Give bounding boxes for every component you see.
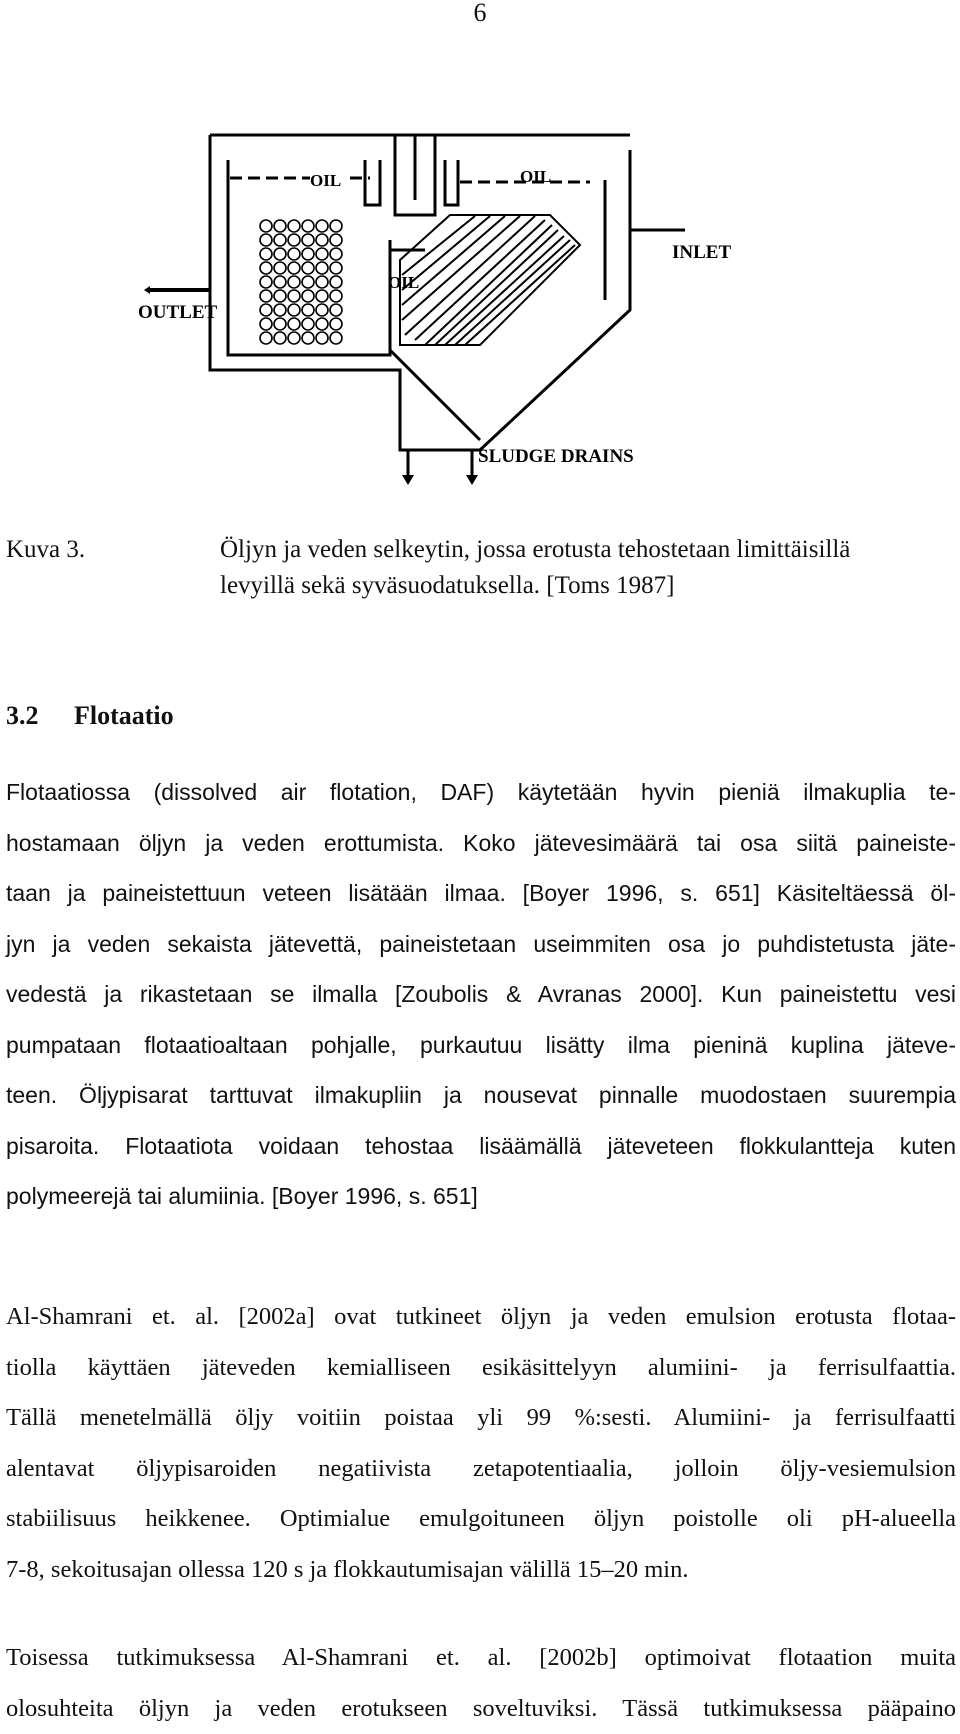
oil-skimmer-left bbox=[365, 160, 380, 205]
text-line: pisaroita. Flotaatiota voidaan tehostaa lisäämällä jäteveteen flokkulantteja kuten bbox=[6, 1121, 956, 1172]
text-line: 7-8, sekoitusajan ollessa 120 s ja flokkautumisajan välillä 15–20 min. bbox=[6, 1545, 956, 1596]
text-line: stabiilisuus heikkenee. Optimialue emulgoituneen öljyn poistolle oli pH-alueella bbox=[6, 1494, 956, 1545]
separator-diagram bbox=[150, 140, 720, 520]
page-number: 6 bbox=[0, 0, 960, 26]
paragraph-flotation bbox=[6, 767, 956, 1222]
paragraph-al-shamrani-2002b bbox=[6, 1633, 956, 1734]
text-line: vedestä ja rikastetaan se ilmalla [Zoubolis & Avranas 2000]. Kun paineistettu vesi bbox=[6, 969, 956, 1020]
text-line: taan ja paineistettuun veteen lisätään ilmaa. [Boyer 1996, s. 651] Käsiteltäessä öl- bbox=[6, 868, 956, 919]
text-line: alentavat öljypisaroiden negatiivista zetapotentiaalia, jolloin öljy-vesiemulsion bbox=[6, 1444, 956, 1495]
text-line: Tällä menetelmällä öljy voitiin poistaa yli 99 %:sesti. Alumiini- ja ferrisulfaatti bbox=[6, 1393, 956, 1444]
text-line: Flotaatiossa (dissolved air flotation, DAF) käytetään hyvin pieniä ilmakuplia te- bbox=[6, 767, 956, 818]
text-line: olosuhteita öljyn ja veden erotukseen soveltuviksi. Tässä tutkimuksessa pääpaino bbox=[6, 1684, 956, 1734]
label-oil-left: OIL bbox=[310, 171, 341, 190]
oil-skimmer-right bbox=[445, 160, 458, 205]
section-number: 3.2 bbox=[6, 700, 74, 732]
caption-text bbox=[220, 532, 960, 604]
text-line: teen. Öljypisarat tarttuvat ilmakupliin ja nousevat pinnalle muodostaen suurempia bbox=[6, 1070, 956, 1121]
caption-line: levyillä sekä syväsuodatuksella. [Toms 1987] bbox=[220, 568, 960, 604]
tank-outline bbox=[210, 135, 630, 450]
plate-pack bbox=[400, 215, 580, 345]
hopper-left bbox=[390, 270, 480, 440]
text-line: pumpataan flotaatioaltaan pohjalle, purkautuu lisätty ilma pieninä kuplina jäteve- bbox=[6, 1020, 956, 1071]
label-inlet: INLET bbox=[672, 242, 731, 263]
label-oil-right: OIL bbox=[520, 167, 551, 186]
text-line: polymeerejä tai alumiinia. [Boyer 1996, s. 651] bbox=[6, 1171, 956, 1222]
text-line: hostamaan öljyn ja veden erottumista. Koko jätevesimäärä tai osa siitä paineiste- bbox=[6, 818, 956, 869]
text-line: tiolla käyttäen jäteveden kemialliseen esikäsittelyyn alumiini- ja ferrisulfaattia. bbox=[6, 1343, 956, 1394]
label-sludge-drains: SLUDGE DRAINS bbox=[478, 446, 634, 467]
text-line: Al-Shamrani et. al. [2002a] ovat tutkineet öljyn ja veden emulsion erotusta flotaa- bbox=[6, 1292, 956, 1343]
oil-water-separator-figure bbox=[150, 140, 720, 520]
filter-media bbox=[260, 220, 342, 344]
paragraph-al-shamrani-2002a bbox=[6, 1292, 956, 1595]
caption-line: Öljyn ja veden selkeytin, jossa erotusta tehostetaan limittäisillä bbox=[220, 532, 960, 568]
label-oil-middle: OIL bbox=[388, 273, 419, 292]
label-outlet: OUTLET bbox=[138, 302, 218, 323]
section-title: Flotaatio bbox=[74, 701, 174, 730]
caption-label: Kuva 3. bbox=[6, 532, 85, 568]
section-heading bbox=[6, 700, 174, 732]
text-line: Toisessa tutkimuksessa Al-Shamrani et. al. [2002b] optimoivat flotaation muita bbox=[6, 1633, 956, 1684]
text-line: jyn ja veden sekaista jätevettä, paineistetaan useimmiten osa jo puhdistetusta jäte- bbox=[6, 919, 956, 970]
